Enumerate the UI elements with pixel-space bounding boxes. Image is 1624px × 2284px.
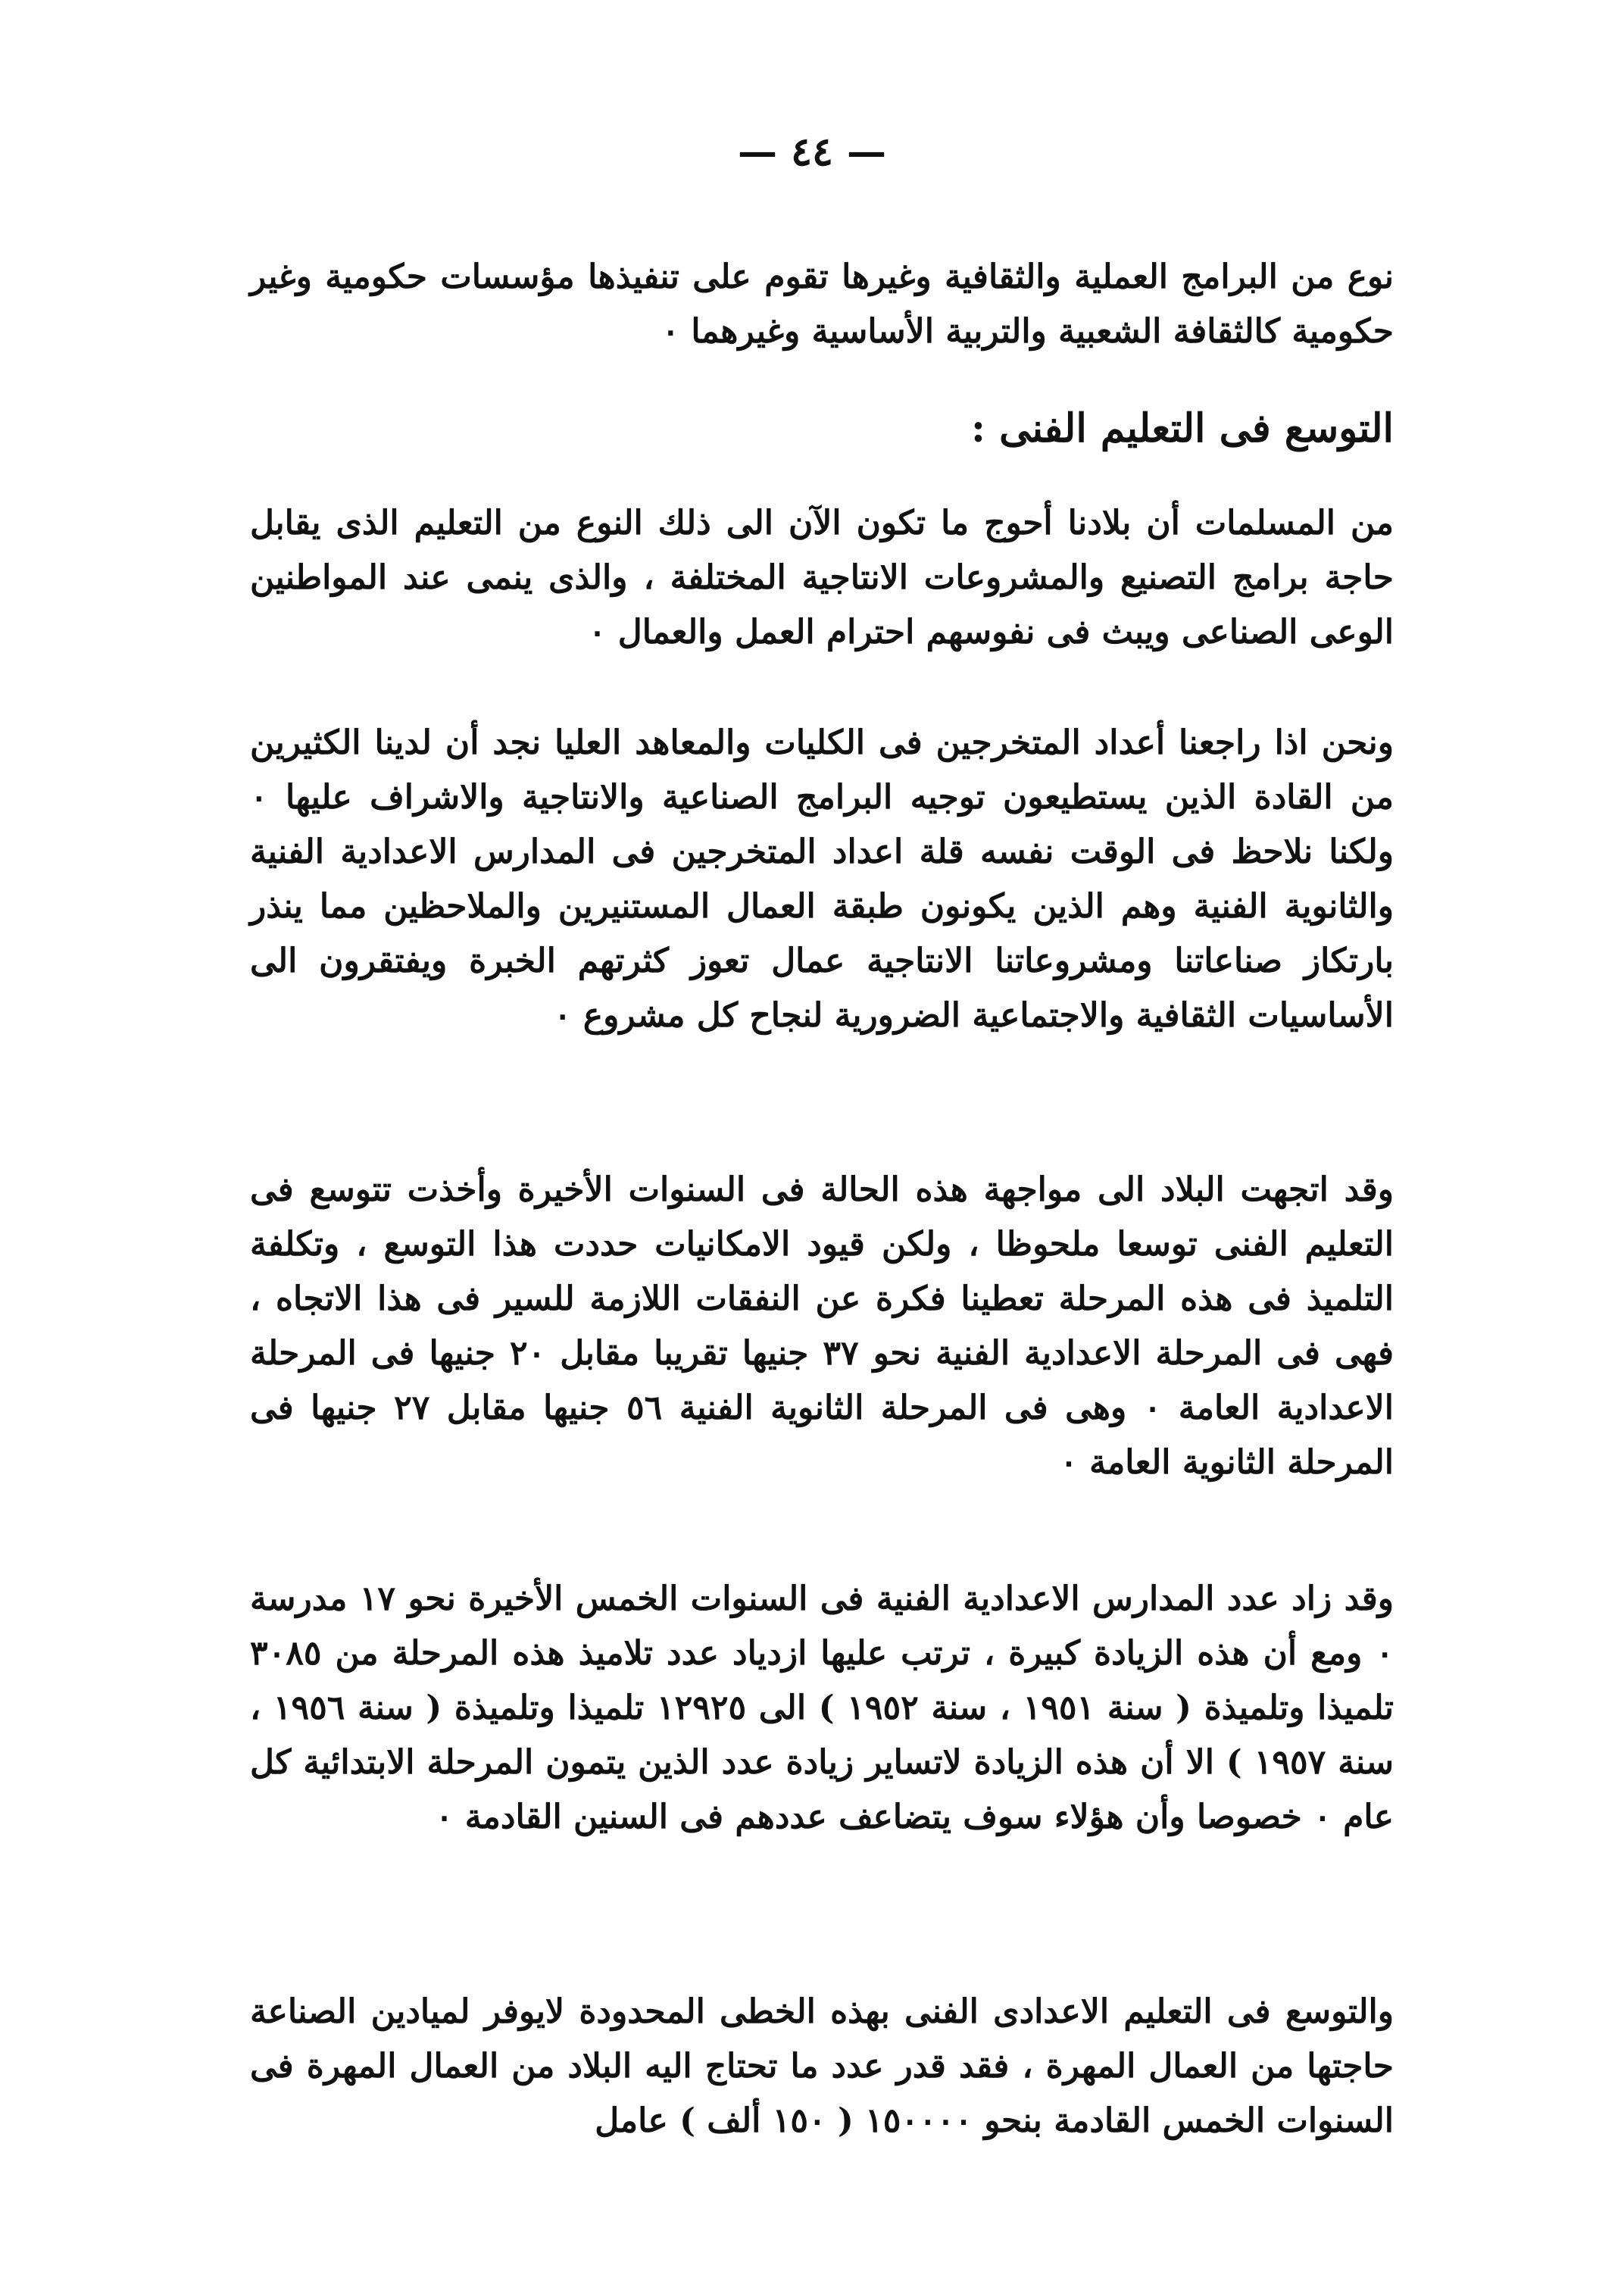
paragraph-text: والتوسع فى التعليم الاعدادى الفنى بهذه الخطى المحدودة لايوفر لميادين الصناعة حاجتها من العمال المهرة ، فقد قدر عدد ما تحتاج اليه البلاد من العمال المهرة فى السنوات الخمس القادمة بنحو ١٥٠٠٠٠ ( ١٥٠ ألف ) عامل	[250, 1992, 1394, 2140]
paragraph-1	[250, 496, 1394, 660]
paragraph-text: نوع من البرامج العملية والثقافية وغيرها تقوم على تنفيذها مؤسسات حكومية وغير حكومية كالثقافة الشعبية والتربية الأساسية وغيرهما ٠	[250, 258, 1394, 351]
intro-paragraph	[250, 250, 1394, 359]
page-number: — ٤٤ —	[737, 129, 887, 175]
paragraph-5	[250, 1985, 1394, 2148]
section-heading: التوسع فى التعليم الفنى :	[970, 405, 1394, 451]
paragraph-text: من المسلمات أن بلادنا أحوج ما تكون الآن الى ذلك النوع من التعليم الذى يقابل حاجة برامج التصنيع والمشروعات الانتاجية المختلفة ، والذى ينمى عند المواطنين الوعى الصناعى ويبث فى نفوسهم احترام العمل والعمال ٠	[250, 504, 1394, 651]
paragraph-3	[250, 1163, 1394, 1490]
paragraph-text: وقد اتجهت البلاد الى مواجهة هذه الحالة فى السنوات الأخيرة وأخذت تتوسع فى التعليم الفنى توسعا ملحوظا ، ولكن قيود الامكانيات حددت هذا التوسع ، وتكلفة التلميذ فى هذه المرحلة تعطينا فكرة عن النفقات اللازمة للسير فى هذا الاتجاه ، فهى فى المرحلة الاعدادية الفنية نحو ٣٧ جنيها تقريبا مقابل ٢٠ جنيها فى المرحلة الاعدادية العامة ٠ وهى فى المرحلة الثانوية الفنية ٥٦ جنيها مقابل ٢٧ جنيها فى المرحلة الثانوية العامة ٠	[250, 1170, 1394, 1482]
paragraph-text: ونحن اذا راجعنا أعداد المتخرجين فى الكليات والمعاهد العليا نجد أن لدينا الكثيرين من القادة الذين يستطيعون توجيه البرامج الصناعية والانتاجية والاشراف عليها ٠ ولكنا نلاحظ فى الوقت نفسه قلة اعداد المتخرجين فى المدارس الاعدادية الفنية والثانوية الفنية وهم الذين يكونون طبقة العمال المستنيرين والملاحظين مما ينذر بارتكاز صناعاتنا ومشروعاتنا الانتاجية عمال تعوز كثرتهم الخبرة ويفتقرون الى الأساسيات الثقافية والاجتماعية الضرورية لنجاح كل مشروع ٠	[250, 723, 1394, 1035]
paragraph-2	[250, 716, 1394, 1043]
paragraph-4	[250, 1572, 1394, 1845]
paragraph-text: وقد زاد عدد المدارس الاعدادية الفنية فى السنوات الخمس الأخيرة نحو ١٧ مدرسة ٠ ومع أن هذه الزيادة كبيرة ، ترتب عليها ازدياد عدد تلاميذ هذه المرحلة من ٣٠٨٥ تلميذا وتلميذة ( سنة ١٩٥١ ، سنة ١٩٥٢ ) الى ١٢٩٢٥ تلميذا وتلميذة ( سنة ١٩٥٦ ، سنة ١٩٥٧ ) الا أن هذه الزيادة لاتساير زيادة عدد الذين يتمون المرحلة الابتدائية كل عام ٠ خصوصا وأن هؤلاء سوف يتضاعف عددهم فى السنين القادمة ٠	[250, 1579, 1394, 1836]
